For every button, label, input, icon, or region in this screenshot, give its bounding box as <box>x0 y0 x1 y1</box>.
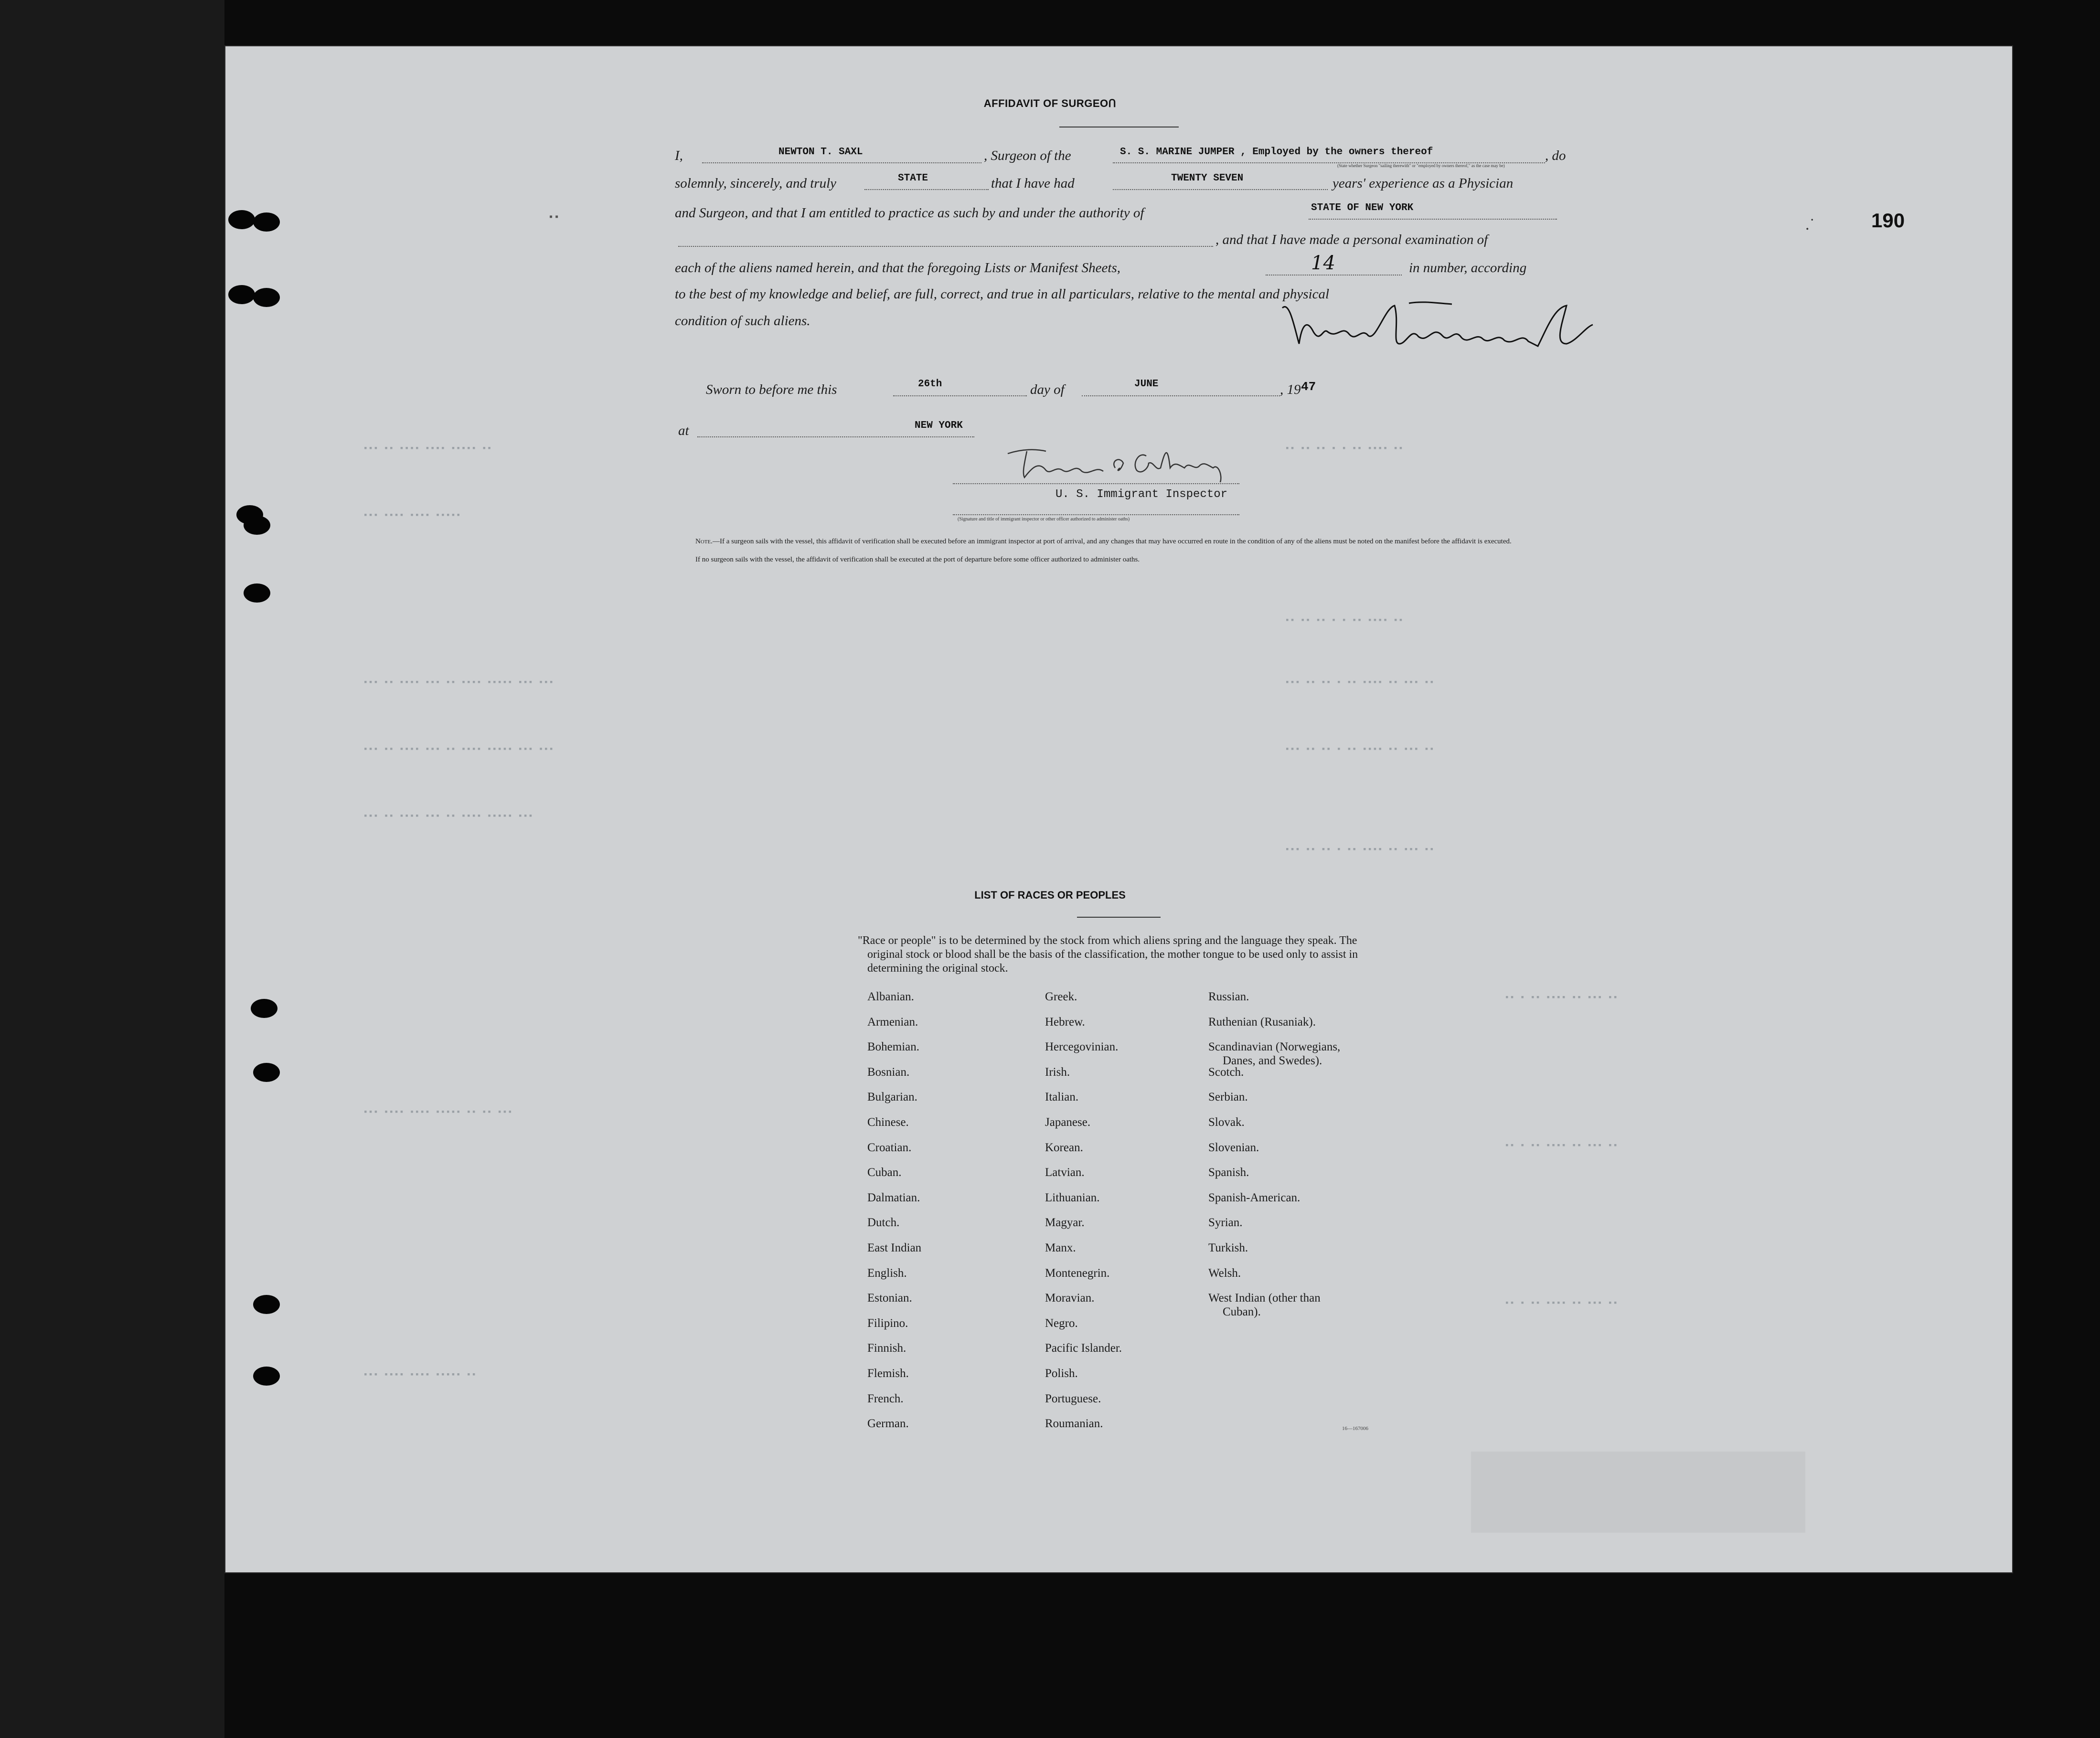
count-underline <box>1266 275 1402 276</box>
at-prefix: at <box>678 423 689 438</box>
binder-hole <box>228 285 255 304</box>
race-item: Montenegrin. <box>1045 1266 1110 1280</box>
race-item: Latvian. <box>1045 1166 1085 1179</box>
race-item: Hebrew. <box>1045 1015 1085 1028</box>
race-item: Finnish. <box>867 1342 906 1355</box>
race-item: Estonian. <box>867 1292 912 1305</box>
race-item: Scotch. <box>1208 1065 1244 1079</box>
sworn-year: 47 <box>1301 380 1316 394</box>
line1-prefix: I, <box>675 148 683 163</box>
race-item: Dalmatian. <box>867 1191 920 1204</box>
line2-suffix: years' experience as a Physician <box>1332 176 1514 191</box>
years-underline <box>1113 189 1328 190</box>
note-text: —If a surgeon sails with the vessel, this affidavit of verification shall be executed before an immigrant inspector at port of arrival, and any changes that may have occurred en route in the condition of any of the aliens must be noted on the manifest before the affidavit is executed. <box>712 538 1512 545</box>
binder-hole <box>253 1063 280 1082</box>
binder-hole <box>253 1367 280 1386</box>
inspector-title: U. S. Immigrant Inspector <box>1055 488 1228 501</box>
inspector-signature <box>1003 442 1232 485</box>
race-item: Spanish-American. <box>1208 1191 1301 1204</box>
race-item: Dutch. <box>867 1216 900 1229</box>
line7-text: condition of such aliens. <box>675 313 810 329</box>
sworn-prefix: Sworn to before me this <box>706 382 837 397</box>
race-item: Spanish. <box>1208 1166 1249 1179</box>
line2-mid: that I have had <box>991 176 1075 191</box>
race-item: Bohemian. <box>867 1040 920 1054</box>
day-underline <box>893 395 1027 396</box>
place-underline <box>697 436 974 437</box>
race-item: Hercegovinian. <box>1045 1040 1119 1054</box>
race-item: Negro. <box>1045 1316 1078 1330</box>
bleed-through-text: ▪▪▪ ▪▪ ▪▪▪▪ ▪▪▪▪ ▪▪▪▪▪ ▪▪ <box>363 444 492 454</box>
races-intro: "Race or people" is to be determined by the stock from which aliens spring and the language they speak. The original stock or blood shall be the basis of the classification, the mother tongue to be used only to assist in determining the original stock. <box>858 934 1358 975</box>
line2-prefix: solemnly, sincerely, and truly <box>675 176 837 191</box>
scan-border-left <box>0 0 224 1738</box>
race-item: West Indian (other than <box>1208 1292 1321 1305</box>
affidavit-line-1 <box>675 148 683 164</box>
race-item: French. <box>867 1392 904 1405</box>
surgeon-note-2: If no surgeon sails with the vessel, the affidavit of verification shall be executed at the port of departure before some officer authorized to administer oaths. <box>695 556 1140 563</box>
race-item: Armenian. <box>867 1015 918 1028</box>
race-item: Filipino. <box>867 1316 908 1330</box>
race-item: Irish. <box>1045 1065 1070 1079</box>
bleed-through-text: ▪▪ ▪ ▪▪ ▪▪▪▪ ▪▪ ▪▪▪ ▪▪ <box>1504 1141 1618 1151</box>
race-item: Serbian. <box>1208 1091 1248 1104</box>
race-item: Slovenian. <box>1208 1141 1259 1154</box>
sheet-fold <box>1471 1452 1805 1533</box>
bleed-through-text: ▪▪▪ ▪▪▪▪ ▪▪▪▪ ▪▪▪▪▪ <box>363 511 461 520</box>
form-number: 16—167006 <box>1342 1426 1368 1431</box>
line3-text: and Surgeon, and that I am entitled to practice as such by and under the authority of <box>675 205 1144 221</box>
stray-mark: ▪ ▪ <box>549 212 559 222</box>
binder-hole <box>244 583 270 603</box>
surgeon-signature <box>1280 298 1595 356</box>
affidavit-title: AFFIDAVIT OF SURGEOՈ <box>983 97 1117 109</box>
binder-hole <box>253 288 280 307</box>
race-item: Japanese. <box>1045 1116 1091 1129</box>
race-item: Scandinavian (Norwegians, <box>1208 1040 1341 1054</box>
race-item: Slovak. <box>1208 1116 1245 1129</box>
race-item: Polish. <box>1045 1367 1078 1380</box>
race-item: Russian. <box>1208 990 1249 1003</box>
verb-fill: STATE <box>898 173 928 184</box>
race-item: Lithuanian. <box>1045 1191 1100 1204</box>
at-place: NEW YORK <box>915 420 963 431</box>
binder-hole <box>251 999 277 1018</box>
race-item: Korean. <box>1045 1141 1083 1154</box>
line5-suffix: in number, according <box>1409 260 1527 276</box>
inspector-underline <box>953 483 1239 484</box>
race-item: East Indian <box>867 1241 922 1254</box>
line6-text: to the best of my knowledge and belief, are full, correct, and true in all particulars, relative to the mental and physical <box>675 286 1330 302</box>
surgeon-status-note: (State whether Surgeon "sailing therewith" or "employed by owners thereof," as the case may be) <box>1337 163 1505 168</box>
verb-underline <box>864 189 989 190</box>
race-item: Welsh. <box>1208 1266 1241 1280</box>
race-item: Magyar. <box>1045 1216 1085 1229</box>
race-item: Syrian. <box>1208 1216 1243 1229</box>
inspector-caption: (Signature and title of immigrant inspector or other officer authorized to administer oaths) <box>958 517 1130 522</box>
race-item: Moravian. <box>1045 1292 1095 1305</box>
authority-fill: STATE OF NEW YORK <box>1311 202 1414 213</box>
line5-text: each of the aliens named herein, and that the foregoing Lists or Manifest Sheets, <box>675 260 1120 276</box>
authority-underline <box>1309 219 1557 220</box>
bleed-through-text: ▪▪▪ ▪▪▪▪ ▪▪▪▪ ▪▪▪▪▪ ▪▪ ▪▪ ▪▪▪ <box>363 1108 513 1117</box>
races-title-rule <box>1077 917 1161 918</box>
line4-text: , and that I have made a personal examination of <box>1215 232 1488 247</box>
race-item: Danes, and Swedes). <box>1223 1054 1322 1068</box>
vessel-name: S. S. MARINE JUMPER , Employed by the owners thereof <box>1120 147 1433 158</box>
bleed-through-text: ▪▪▪ ▪▪ ▪▪ ▪ ▪▪ ▪▪▪▪ ▪▪ ▪▪▪ ▪▪ <box>1285 845 1435 855</box>
race-item: German. <box>867 1417 909 1431</box>
race-item: Pacific Islander. <box>1045 1342 1122 1355</box>
race-item: Bulgarian. <box>867 1091 917 1104</box>
page-number: 190 <box>1871 209 1905 232</box>
sheet-count: 14 <box>1311 252 1335 274</box>
race-item: Manx. <box>1045 1241 1076 1254</box>
race-item: Bosnian. <box>867 1065 910 1079</box>
binder-hole <box>228 210 255 229</box>
race-item: Cuban). <box>1223 1305 1261 1319</box>
bleed-through-text: ▪▪▪ ▪▪ ▪▪▪▪ ▪▪▪ ▪▪ ▪▪▪▪ ▪▪▪▪▪ ▪▪▪ ▪▪▪ <box>363 678 554 688</box>
race-item: Ruthenian (Rusaniak). <box>1208 1015 1316 1028</box>
races-title: LIST OF RACES OR PEOPLES <box>974 889 1126 901</box>
race-item: English. <box>867 1266 907 1280</box>
line1-mid: , Surgeon of the <box>984 148 1071 163</box>
bleed-through-text: ▪▪▪ ▪▪▪▪ ▪▪▪▪ ▪▪▪▪▪ ▪▪ <box>363 1370 477 1380</box>
race-item: Turkish. <box>1208 1241 1248 1254</box>
sworn-mid: day of <box>1030 382 1065 397</box>
bleed-through-text: ▪▪▪ ▪▪ ▪▪ ▪ ▪▪ ▪▪▪▪ ▪▪ ▪▪▪ ▪▪ <box>1285 678 1435 688</box>
sworn-year-prefix: , 19 <box>1280 382 1301 397</box>
note-label: Note. <box>695 538 713 545</box>
sworn-day: 26th <box>918 379 942 390</box>
surgeon-name: NEWTON T. SAXL <box>778 147 863 158</box>
race-item: Roumanian. <box>1045 1417 1103 1431</box>
line1-suffix: , do <box>1545 148 1566 163</box>
bleed-through-text: ▪▪ ▪▪ ▪▪ ▪ ▪ ▪▪ ▪▪▪▪ ▪▪ <box>1285 444 1404 454</box>
month-underline <box>1082 395 1280 396</box>
bleed-through-text: ▪▪ ▪ ▪▪ ▪▪▪▪ ▪▪ ▪▪▪ ▪▪ <box>1504 993 1618 1003</box>
bleed-through-text: ▪▪ ▪ ▪▪ ▪▪▪▪ ▪▪ ▪▪▪ ▪▪ <box>1504 1299 1618 1308</box>
sworn-month: JUNE <box>1134 379 1159 390</box>
race-item: Croatian. <box>867 1141 912 1154</box>
race-item: Greek. <box>1045 990 1077 1003</box>
inspector-title-underline <box>953 514 1239 515</box>
race-item: Cuban. <box>867 1166 902 1179</box>
race-item: Flemish. <box>867 1367 909 1380</box>
race-item: Albanian. <box>867 990 914 1003</box>
name-underline <box>702 162 981 163</box>
race-item: Italian. <box>1045 1091 1079 1104</box>
years-fill: TWENTY SEVEN <box>1171 173 1244 184</box>
bleed-through-text: ▪▪▪ ▪▪ ▪▪▪▪ ▪▪▪ ▪▪ ▪▪▪▪ ▪▪▪▪▪ ▪▪▪ ▪▪▪ <box>363 745 554 754</box>
bleed-through-text: ▪▪▪ ▪▪ ▪▪▪▪ ▪▪▪ ▪▪ ▪▪▪▪ ▪▪▪▪▪ ▪▪▪ <box>363 812 533 821</box>
corner-mark: .˙ <box>1805 216 1815 233</box>
race-item: Portuguese. <box>1045 1392 1101 1405</box>
binder-hole <box>253 1295 280 1314</box>
binder-hole <box>244 516 270 535</box>
race-item: Chinese. <box>867 1116 909 1129</box>
bleed-through-text: ▪▪ ▪▪ ▪▪ ▪ ▪ ▪▪ ▪▪▪▪ ▪▪ <box>1285 616 1404 625</box>
surgeon-note <box>678 538 1567 546</box>
binder-hole <box>253 212 280 232</box>
line4-underline <box>678 246 1213 247</box>
bleed-through-text: ▪▪▪ ▪▪ ▪▪ ▪ ▪▪ ▪▪▪▪ ▪▪ ▪▪▪ ▪▪ <box>1285 745 1435 754</box>
